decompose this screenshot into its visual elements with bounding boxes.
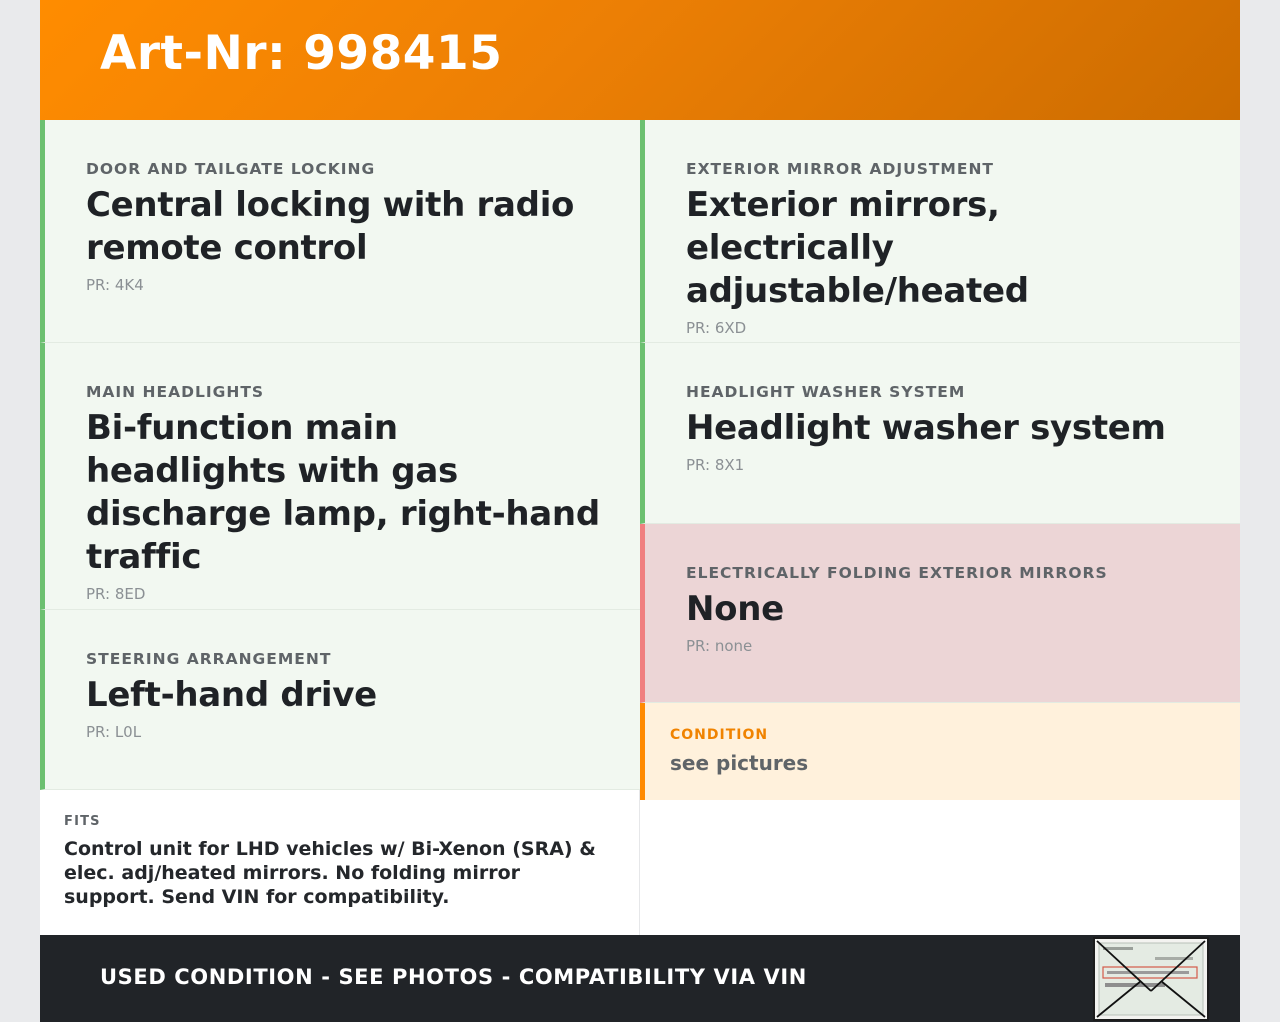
card-pr-code: PR: L0L xyxy=(86,723,142,741)
part-label-photo-icon[interactable] xyxy=(1093,937,1209,1021)
card-value: Exterior mirrors, electrically adjustable/heated xyxy=(686,185,1029,311)
card-value: None xyxy=(686,589,784,629)
card-label: HEADLIGHT WASHER SYSTEM xyxy=(686,383,966,401)
card-value: Left-hand drive xyxy=(86,675,377,715)
feature-card-folding-mirrors xyxy=(640,524,1240,703)
feature-card-mirror-adjustment xyxy=(640,120,1240,343)
footer-bar xyxy=(40,935,1240,1022)
card-label: DOOR AND TAILGATE LOCKING xyxy=(86,160,376,178)
card-label: EXTERIOR MIRROR ADJUSTMENT xyxy=(686,160,994,178)
feature-card-headlight-washer xyxy=(640,343,1240,524)
feature-card-main-headlights xyxy=(40,343,640,610)
part-label-photo-graphic xyxy=(1095,939,1207,1019)
card-pr-code: PR: 8X1 xyxy=(686,456,745,474)
card-value: Headlight washer system xyxy=(686,408,1166,448)
fits-label: FITS xyxy=(64,814,101,829)
card-label: STEERING ARRANGEMENT xyxy=(86,650,332,668)
card-value: Bi-function main headlights with gas discharge lamp, right-hand traffic xyxy=(86,408,600,577)
article-number-title: Art-Nr: 998415 xyxy=(100,26,503,81)
feature-card-door-locking xyxy=(40,120,640,343)
fits-box xyxy=(40,790,640,935)
condition-value: see pictures xyxy=(670,751,809,775)
card-value: Central locking with radio remote control xyxy=(86,185,575,268)
card-label: MAIN HEADLIGHTS xyxy=(86,383,265,401)
card-label: ELECTRICALLY FOLDING EXTERIOR MIRRORS xyxy=(686,564,1108,582)
card-pr-code: PR: none xyxy=(686,637,753,655)
card-pr-code: PR: 8ED xyxy=(86,585,146,603)
fits-description: Control unit for LHD vehicles w/ Bi-Xenon (SRA) & elec. adj/heated mirrors. No folding mirror support. Send VIN for compatibility. xyxy=(64,838,596,908)
card-pr-code: PR: 6XD xyxy=(686,319,747,337)
product-sheet xyxy=(40,0,1240,1022)
condition-box xyxy=(640,703,1240,800)
condition-label: CONDITION xyxy=(670,727,769,743)
footer-text: USED CONDITION - SEE PHOTOS - COMPATIBILITY VIA VIN xyxy=(100,965,807,989)
header-banner xyxy=(40,0,1240,120)
feature-card-steering xyxy=(40,610,640,790)
card-pr-code: PR: 4K4 xyxy=(86,276,144,294)
